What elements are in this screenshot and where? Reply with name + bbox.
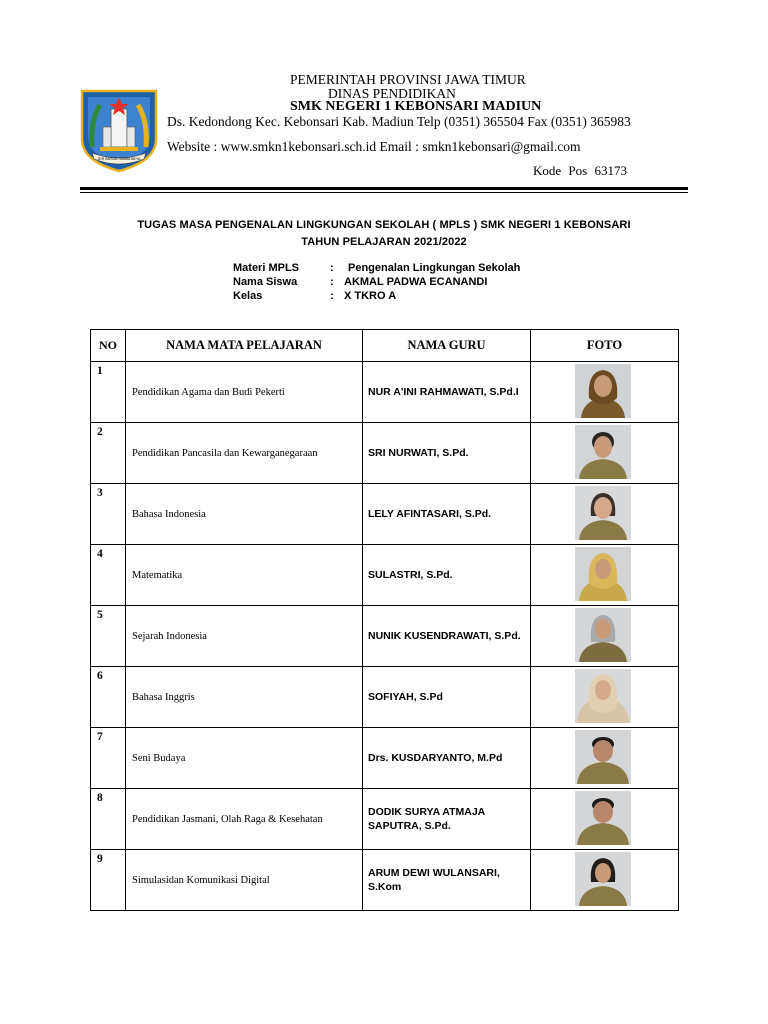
teacher-photo: [575, 730, 631, 784]
document-subtitle: TAHUN PELAJARAN 2021/2022: [301, 236, 467, 248]
school-name: SMK NEGERI 1 KEBONSARI MADIUN: [290, 99, 542, 114]
info-label: Materi MPLS: [233, 262, 300, 274]
row-number: 6: [91, 667, 126, 728]
table-row: [91, 423, 679, 484]
row-number: 3: [91, 484, 126, 545]
row-number: 9: [91, 850, 126, 911]
teacher-name: ARUM DEWI WULANSARI, S.Kom: [363, 850, 531, 911]
table-row: [91, 484, 679, 545]
subject-name: Matematika: [126, 545, 363, 606]
subject-name: Seni Budaya: [126, 728, 363, 789]
row-number: 2: [91, 423, 126, 484]
photo-cell: [531, 850, 679, 911]
info-label: Nama Siswa: [233, 276, 298, 288]
teacher-name: LELY AFINTASARI, S.Pd.: [363, 484, 531, 545]
info-separator: :: [330, 290, 334, 302]
row-number: 5: [91, 606, 126, 667]
school-address: Ds. Kedondong Kec. Kebonsari Kab. Madiun Telp (0351) 365504 Fax (0351) 365983: [167, 114, 631, 129]
row-number: 1: [91, 362, 126, 423]
document-title: TUGAS MASA PENGENALAN LINGKUNGAN SEKOLAH ( MPLS ) SMK NEGERI 1 KEBONSARI: [137, 219, 631, 231]
subject-name: Pendidikan Jasmani, Olah Raga & Kesehatan: [126, 789, 363, 850]
info-separator: :: [330, 276, 334, 288]
teacher-photo: [575, 364, 631, 418]
photo-cell: [531, 728, 679, 789]
row-number: 4: [91, 545, 126, 606]
subject-name: Bahasa Indonesia: [126, 484, 363, 545]
header-photo: FOTO: [531, 330, 679, 362]
info-value: X TKRO A: [344, 290, 397, 302]
government-name: PEMERINTAH PROVINSI JAWA TIMUR: [290, 72, 526, 87]
teacher-photo: [575, 791, 631, 845]
teacher-name: NUNIK KUSENDRAWATI, S.Pd.: [363, 606, 531, 667]
table-row: [91, 728, 679, 789]
teacher-name: DODIK SURYA ATMAJA SAPUTRA, S.Pd.: [363, 789, 531, 850]
header-subject: NAMA MATA PELAJARAN: [126, 330, 363, 362]
photo-cell: [531, 362, 679, 423]
subject-name: Simulasidan Komunikasi Digital: [126, 850, 363, 911]
photo-cell: [531, 667, 679, 728]
teacher-photo: [575, 852, 631, 906]
teacher-photo: [575, 486, 631, 540]
teacher-name: Drs. KUSDARYANTO, M.Pd: [363, 728, 531, 789]
info-material: [233, 262, 520, 274]
subject-name: Sejarah Indonesia: [126, 606, 363, 667]
row-number: 8: [91, 789, 126, 850]
teacher-photo: [575, 547, 631, 601]
subject-name: Bahasa Inggris: [126, 667, 363, 728]
row-number: 7: [91, 728, 126, 789]
teacher-photo: [575, 608, 631, 662]
teacher-table: [90, 329, 679, 911]
info-value: AKMAL PADWA ECANANDI: [344, 276, 488, 288]
teacher-name: NUR A'INI RAHMAWATI, S.Pd.I: [363, 362, 531, 423]
info-label: Kelas: [233, 290, 263, 302]
info-student: [233, 276, 487, 288]
table-row: [91, 545, 679, 606]
school-logo: [78, 87, 160, 173]
letterhead-rule: [80, 187, 688, 190]
school-contact: Website : www.smkn1kebonsari.sch.id Email : smkn1kebonsari@gmail.com: [167, 139, 581, 154]
info-class: [233, 290, 396, 302]
teacher-name: SRI NURWATI, S.Pd.: [363, 423, 531, 484]
header-no: NO: [91, 330, 126, 362]
photo-cell: [531, 423, 679, 484]
info-value: Pengenalan Lingkungan Sekolah: [348, 262, 521, 274]
svg-text:JER BASUKI MAWA BEYA: JER BASUKI MAWA BEYA: [97, 157, 141, 161]
teacher-name: SOFIYAH, S.Pd: [363, 667, 531, 728]
department-name: DINAS PENDIDIKAN: [328, 86, 456, 101]
table-row: [91, 362, 679, 423]
table-header-row: [91, 330, 679, 362]
postal-code: Kode Pos 63173: [533, 163, 627, 178]
photo-cell: [531, 545, 679, 606]
table-row: [91, 789, 679, 850]
photo-cell: [531, 606, 679, 667]
table-row: [91, 850, 679, 911]
letterhead-rule-thin: [80, 192, 688, 193]
teacher-name: SULASTRI, S.Pd.: [363, 545, 531, 606]
teacher-photo: [575, 669, 631, 723]
east-java-emblem-icon: [78, 87, 160, 173]
header-teacher: NAMA GURU: [363, 330, 531, 362]
info-separator: :: [330, 262, 334, 274]
teacher-photo: [575, 425, 631, 479]
photo-cell: [531, 789, 679, 850]
table-row: [91, 606, 679, 667]
photo-cell: [531, 484, 679, 545]
subject-name: Pendidikan Agama dan Budi Pekerti: [126, 362, 363, 423]
subject-name: Pendidikan Pancasila dan Kewarganegaraan: [126, 423, 363, 484]
table-row: [91, 667, 679, 728]
